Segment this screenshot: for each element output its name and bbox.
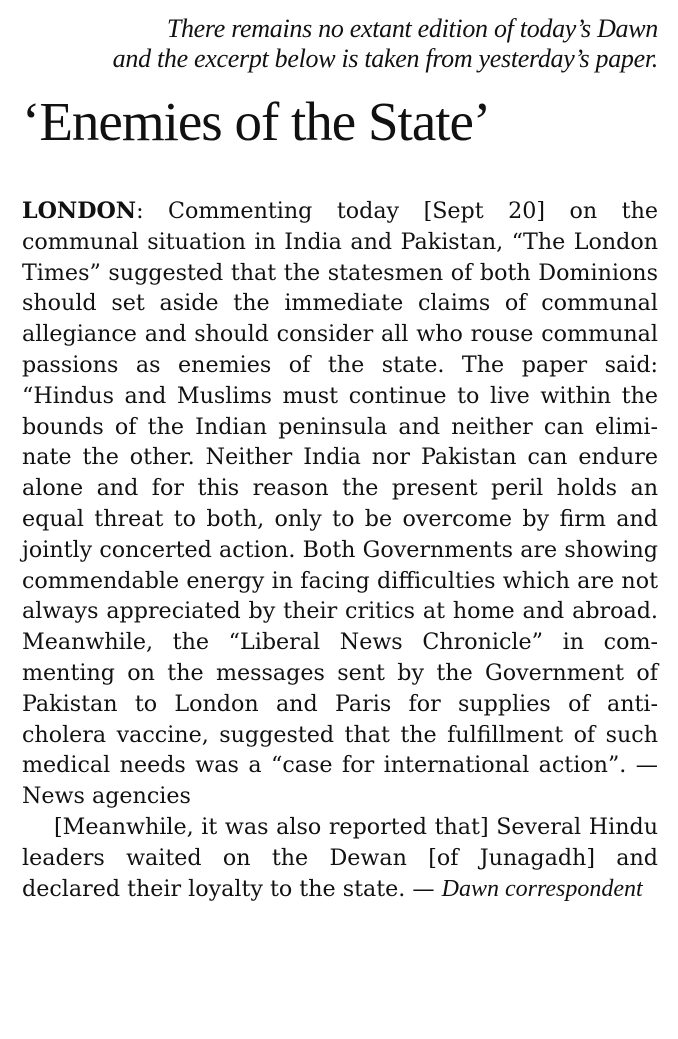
correspondent-credit: Dawn correspondent bbox=[441, 875, 643, 902]
article-body bbox=[22, 196, 658, 904]
intro-note-line-1: There remains no extant edition of today’s Dawn bbox=[166, 14, 658, 43]
paragraph-1-text: : Commenting today [Sept 20] on the communal situation in India and Pakistan, “The London Times” suggested that the statesmen of both Dominions should set aside the immediate claims of communal allegiance and should consider all who rouse communal passions as enemies of the state. The paper said: “Hindus and Muslims must continue to live within the bounds of the Indian peninsula and neither can eliminate the other. Neither India nor Pakistan can endure alone and for this reason the present peril holds an equal threat to both, only to be overcome by firm and jointly concerted action. Both Governments are showing commendable energy in facing difficulties which are not always appreciated by their critics at home and abroad. Meanwhile, the “Liberal News Chronicle” in commenting on the messages sent by the Government of Pakistan to London and Paris for supplies of anti-cholera vaccine, suggested that the fulfillment of such medical needs was a “case for international action”. — News agencies bbox=[22, 198, 658, 810]
intro-note-line-2: and the excerpt below is taken from yesterday’s paper. bbox=[112, 44, 658, 73]
article-paragraph-2 bbox=[22, 812, 658, 904]
intro-note bbox=[22, 14, 658, 74]
article-paragraph-1 bbox=[22, 196, 658, 812]
page bbox=[22, 14, 658, 904]
dateline: LONDON bbox=[22, 198, 137, 224]
paragraph-2-text: [Meanwhile, it was also reported that] Several Hindu leaders waited on the Dewan [of Junagadh] and declared their loyalty to the state. — bbox=[22, 813, 658, 902]
headline: ‘Enemies of the State’ bbox=[22, 91, 491, 152]
